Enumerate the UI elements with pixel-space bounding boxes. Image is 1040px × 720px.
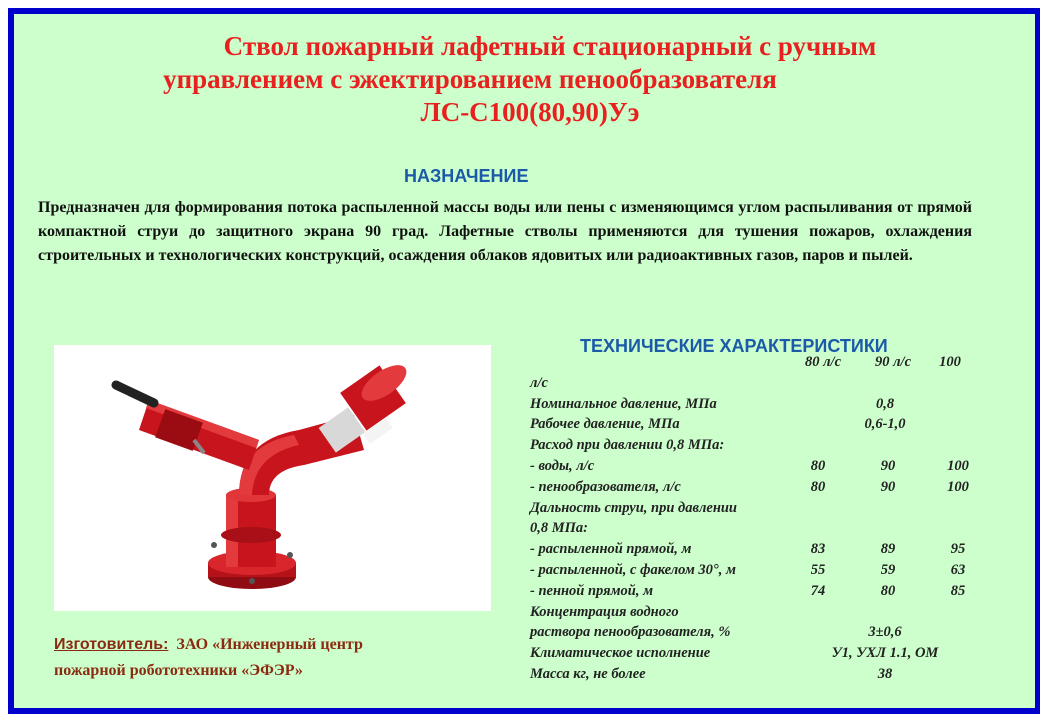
spec-row [530, 477, 980, 498]
specs-header-unit [530, 373, 980, 394]
spec-label: Расход при давлении 0,8 МПа: [530, 437, 725, 454]
product-photo [54, 345, 491, 611]
spec-row [530, 664, 980, 685]
spec-value-c1: 55 [810, 561, 826, 578]
header-unit-label: л/с [530, 374, 548, 391]
spec-value-c1: 74 [810, 582, 826, 599]
specs-heading: ТЕХНИЧЕСКИЕ ХАРАКТЕРИСТИКИ [580, 336, 888, 356]
spec-row [530, 539, 980, 560]
spec-row [530, 498, 980, 519]
spec-label: Масса кг, не более [530, 665, 646, 682]
spec-value-c1: 83 [810, 541, 826, 558]
title-line-2: управлением с эжектированием пенообразователя [163, 64, 777, 94]
spec-value: 3±0,6 [868, 624, 902, 641]
spec-value-c3: 100 [947, 478, 969, 495]
spec-row [530, 456, 980, 477]
spec-value-c2: 90 [880, 478, 896, 495]
spec-value: 38 [877, 665, 893, 682]
spec-row [530, 414, 980, 435]
spec-label: 0,8 МПа: [530, 520, 588, 537]
spec-label: - распыленной прямой, м [530, 541, 692, 558]
spec-label: - пенной прямой, м [530, 582, 654, 599]
spec-row [530, 560, 980, 581]
title-line-1: Ствол пожарный лафетный стационарный с ручным [223, 31, 877, 61]
spec-value-c1: 80 [810, 478, 826, 495]
purpose-text: Предназначен для формирования потока распыленной массы воды или пены с изменяющимся углом распыливания от прямой компактной струи до защитного экрана 90 град. Лафетные стволы применяются для тушения пожаров, охлаждения строительных и технологических конструкций, осаждения облаков ядовитых или радиоактивных газов, паров и пылей. [38, 199, 972, 264]
spec-label: Климатическое исполнение [530, 645, 711, 662]
spec-label: Дальность струи, при давлении [530, 499, 737, 516]
spec-row [530, 581, 980, 602]
spec-value-c2: 59 [880, 561, 896, 578]
spec-value-c1: 80 [810, 457, 826, 474]
spec-row [530, 435, 980, 456]
manufacturer [54, 632, 363, 684]
manufacturer-line-1: ЗАО «Инженерный центр [176, 636, 363, 653]
spec-row [530, 518, 980, 539]
spec-row [530, 622, 980, 643]
spec-label: - распыленной, с факелом 30°, м [530, 561, 736, 578]
spec-value-c2: 80 [880, 582, 896, 599]
spec-row [530, 602, 980, 623]
spec-value-c2: 89 [880, 541, 896, 558]
spec-label: Номинальное давление, МПа [530, 395, 717, 412]
spec-label: Рабочее давление, МПа [530, 416, 680, 433]
spec-value-c2: 90 [880, 457, 896, 474]
spec-value-c3: 100 [947, 457, 969, 474]
spec-value-c3: 63 [950, 561, 966, 578]
spec-value: У1, УХЛ 1.1, ОМ [831, 645, 939, 662]
col-header-90: 90 л/с [874, 354, 912, 370]
spec-label: - пенообразователя, л/с [530, 478, 681, 495]
fire-monitor-image [54, 345, 491, 611]
manufacturer-line-2: пожарной робототехники «ЭФЭР» [54, 662, 303, 679]
spec-value-c3: 85 [950, 582, 966, 599]
spec-label: - воды, л/с [530, 457, 595, 474]
specs-header-row [530, 352, 980, 373]
spec-row [530, 643, 980, 664]
purpose-heading: НАЗНАЧЕНИЕ [404, 166, 529, 186]
title-line-3: ЛС-С100(80,90)Уэ [420, 97, 640, 127]
spec-label: Концентрация водного [530, 603, 679, 620]
spec-value-c3: 95 [950, 541, 966, 558]
spec-value: 0,6-1,0 [864, 416, 906, 433]
page-title [0, 30, 1040, 129]
manufacturer-label: Изготовитель: [54, 636, 169, 653]
spec-row [530, 394, 980, 415]
spec-label: раствора пенообразователя, % [530, 624, 731, 641]
spec-value: 0,8 [875, 395, 895, 412]
specs-table [530, 352, 980, 685]
col-header-80: 80 л/с [804, 354, 842, 370]
col-header-100: 100 [939, 354, 961, 370]
